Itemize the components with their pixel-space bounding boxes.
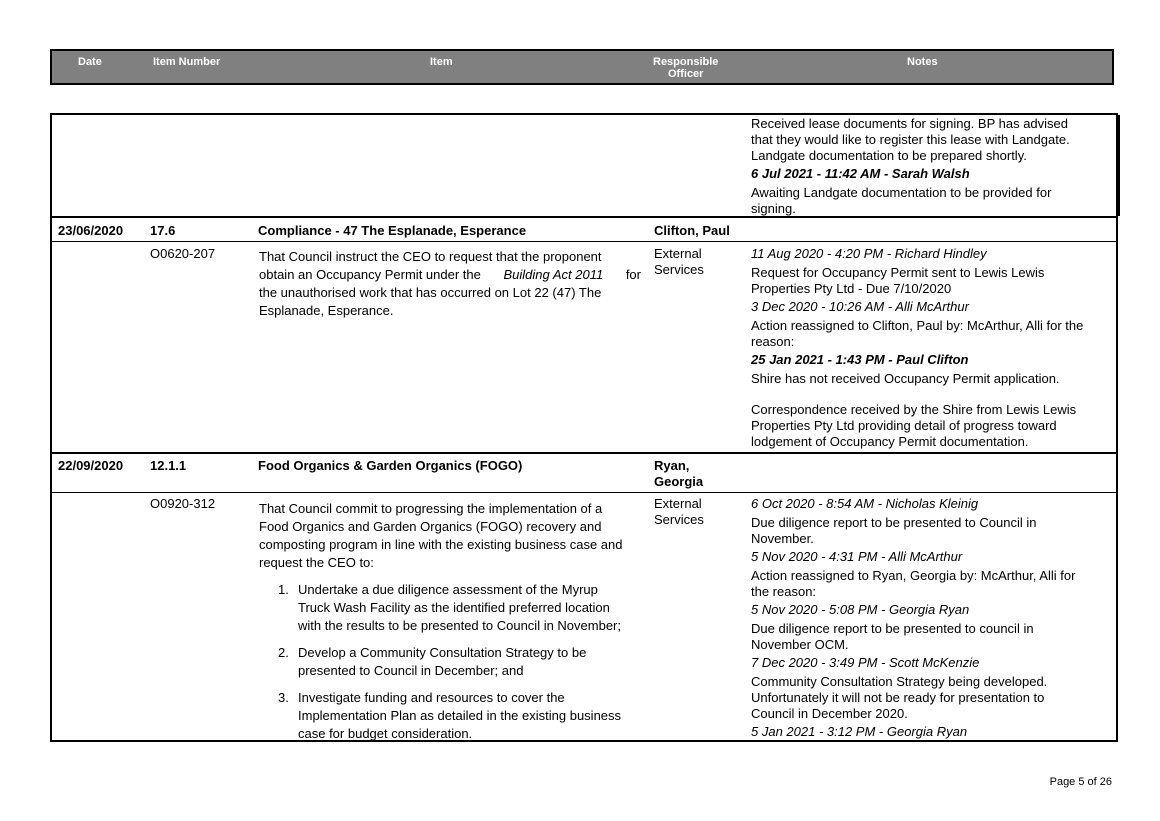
page-number: Page 5 of 26 [1049, 776, 1112, 788]
note-line: Council in December 2020. [751, 706, 908, 721]
note-timestamp: 7 Dec 2020 - 3:49 PM - Scott McKenzie [751, 655, 980, 670]
resolution-line: composting program in line with the existing business case and [259, 537, 623, 552]
list-line: Investigate funding and resources to cover the [298, 690, 565, 705]
resolution-list-text [298, 689, 641, 743]
resolution-text [259, 248, 641, 320]
list-line: Implementation Plan as detailed in the existing business [298, 708, 622, 723]
resolution-list-text [298, 581, 641, 635]
note-timestamp: 5 Nov 2020 - 4:31 PM - Alli McArthur [751, 549, 963, 564]
list-line: Undertake a due diligence assessment of the Myrup [298, 582, 598, 597]
resolution-line: That Council commit to progressing the implementation of a [259, 501, 603, 516]
note-line: Request for Occupancy Permit sent to Lewis Lewis [751, 265, 1045, 280]
resolution-line: the unauthorised work that has occurred on Lot 22 (47) The [259, 285, 602, 300]
list-number: 2. [278, 645, 289, 660]
item-officer: Ryan, [654, 458, 690, 473]
note-line: Properties Pty Ltd - Due 7/10/2020 [751, 281, 952, 296]
header-item-number: Item Number [153, 56, 221, 68]
note-line: November OCM. [751, 637, 849, 652]
resolution-id: O0620-207 [150, 246, 216, 261]
service-unit: Services [654, 262, 704, 277]
item-number: 17.6 [150, 223, 176, 238]
note-line: Properties Pty Ltd providing detail of progress toward [751, 418, 1057, 433]
list-number: 3. [278, 690, 289, 705]
minutes-table [50, 113, 1118, 742]
note-line: Unfortunately it will not be ready for presentation to [751, 690, 1045, 705]
resolution-text-part: for [625, 267, 641, 282]
note-timestamp: 25 Jan 2021 - 1:43 PM - Paul Clifton [751, 352, 969, 367]
resolution-list-item [278, 581, 289, 599]
note-timestamp: 6 Oct 2020 - 8:54 AM - Nicholas Kleinig [751, 496, 979, 511]
resolution-line: Food Organics and Garden Organics (FOGO) recovery and [259, 519, 602, 534]
resolution-line: request the CEO to: [259, 555, 374, 570]
note-line: reason: [751, 334, 795, 349]
note-line: November. [751, 531, 814, 546]
list-line: Develop a Community Consultation Strategy to be [298, 645, 587, 660]
note-line: Received lease documents for signing. BP has advised [751, 116, 1069, 131]
note-timestamp: 3 Dec 2020 - 10:26 AM - Alli McArthur [751, 299, 969, 314]
note-line: Landgate documentation to be prepared shortly. [751, 148, 1027, 163]
note-timestamp: 6 Jul 2021 - 11:42 AM - Sarah Walsh [751, 166, 970, 181]
list-line: with the results to be presented to Council in November; [298, 618, 622, 633]
note-line: Due diligence report to be presented to council in [751, 621, 1034, 636]
table-header [50, 49, 1114, 85]
row-divider [52, 216, 1116, 218]
note-line: Action reassigned to Ryan, Georgia by: McArthur, Alli for [751, 568, 1076, 583]
act-name: Building Act 2011 [503, 267, 604, 282]
list-number: 1. [278, 582, 289, 597]
header-notes: Notes [907, 56, 938, 68]
resolution-list-item [278, 689, 289, 707]
list-line: presented to Council in December; and [298, 663, 524, 678]
resolution-id: O0920-312 [150, 496, 216, 511]
resolution-list-item [278, 644, 289, 662]
note-line: Community Consultation Strategy being developed. [751, 674, 1048, 689]
item-title: Compliance - 47 The Esplanade, Esperance [258, 223, 527, 238]
note-line: signing. [751, 201, 796, 216]
header-item: Item [430, 56, 453, 68]
resolution-text [259, 500, 641, 572]
resolution-line [259, 266, 641, 284]
notes-column-divider [1118, 115, 1120, 216]
header-officer-line2: Officer [668, 68, 704, 80]
item-officer: Clifton, Paul [654, 223, 730, 238]
item-date: 22/09/2020 [58, 458, 124, 473]
service-unit: External [654, 246, 702, 261]
note-line: Awaiting Landgate documentation to be provided for [751, 185, 1052, 200]
list-line: case for budget consideration. [298, 726, 473, 741]
resolution-line: That Council instruct the CEO to request that the proponent [259, 249, 602, 264]
note-line: Correspondence received by the Shire from Lewis Lewis [751, 402, 1077, 417]
row-divider [52, 241, 1116, 242]
list-line: Truck Wash Facility as the identified preferred location [298, 600, 610, 615]
item-officer: Georgia [654, 474, 704, 489]
note-timestamp: 11 Aug 2020 - 4:20 PM - Richard Hindley [751, 246, 987, 261]
note-line: Shire has not received Occupancy Permit application. [751, 371, 1060, 386]
resolution-line: Esplanade, Esperance. [259, 303, 394, 318]
note-timestamp: 5 Nov 2020 - 5:08 PM - Georgia Ryan [751, 602, 970, 617]
service-unit: Services [654, 512, 704, 527]
resolution-text-part: obtain an Occupancy Permit under the [259, 267, 481, 282]
resolution-list-text [298, 644, 641, 680]
note-line: lodgement of Occupancy Permit documentation. [751, 434, 1029, 449]
header-date: Date [78, 56, 102, 68]
service-unit: External [654, 496, 702, 511]
note-line: Due diligence report to be presented to Council in [751, 515, 1037, 530]
header-officer-line1: Responsible [653, 56, 719, 68]
row-divider [52, 492, 1116, 493]
item-date: 23/06/2020 [58, 223, 124, 238]
item-title: Food Organics & Garden Organics (FOGO) [258, 458, 523, 473]
note-timestamp: 5 Jan 2021 - 3:12 PM - Georgia Ryan [751, 724, 968, 739]
note-line: that they would like to register this lease with Landgate. [751, 132, 1070, 147]
note-line: Action reassigned to Clifton, Paul by: McArthur, Alli for the [751, 318, 1084, 333]
note-line: the reason: [751, 584, 817, 599]
row-divider [52, 452, 1116, 454]
item-number: 12.1.1 [150, 458, 187, 473]
